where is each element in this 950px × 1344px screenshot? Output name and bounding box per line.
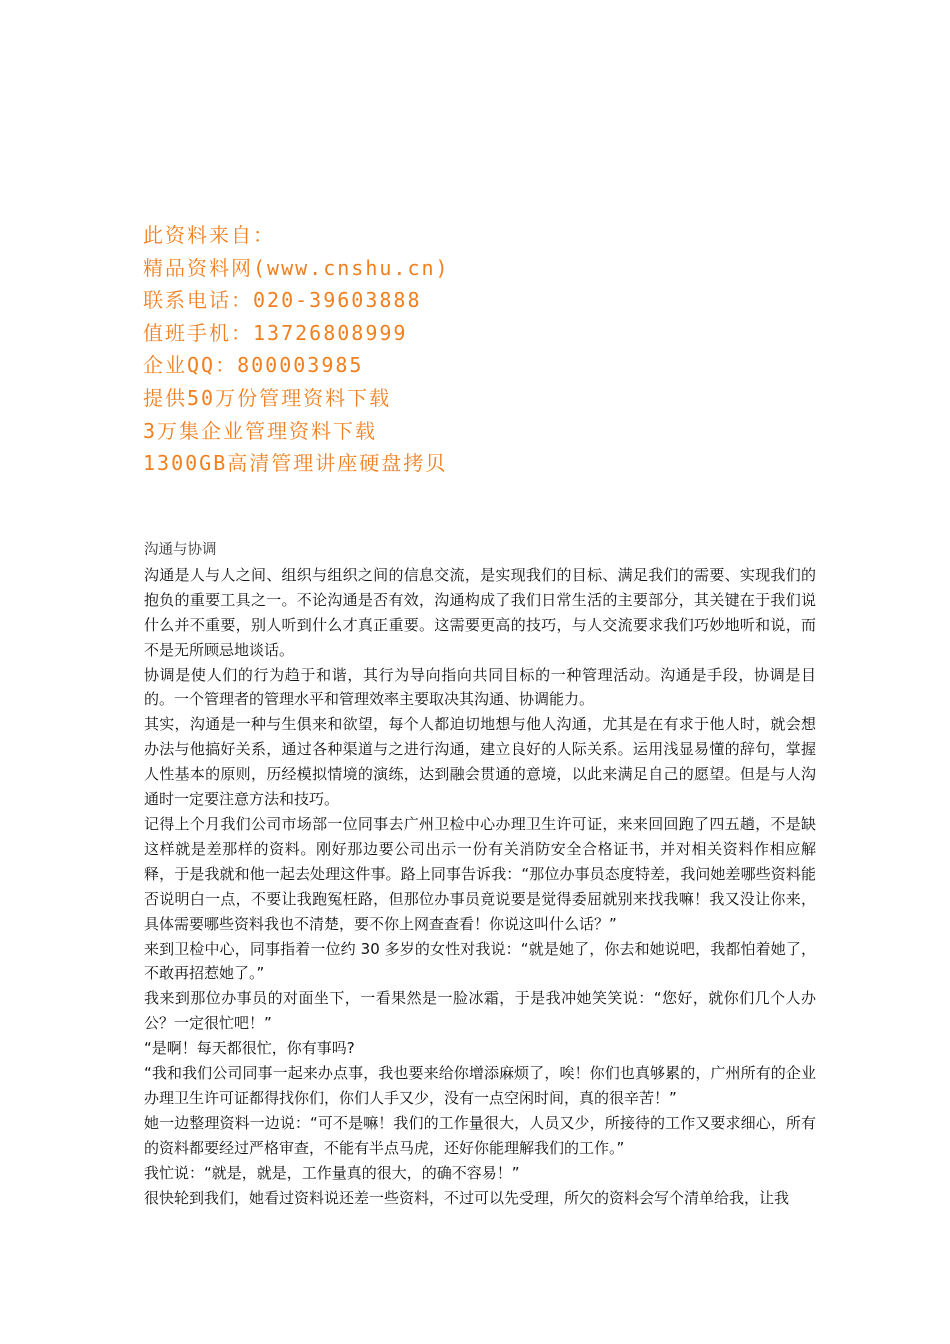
paragraph: “我和我们公司同事一起来办点事，我也要来给你增添麻烦了，唉！你们也真够累的，广州所有的企业办理卫生许可证都得找你们，你们人手又少，没有一点空闲时间，真的很辛苦！”: [144, 1064, 816, 1107]
source-info-block: [143, 219, 843, 480]
website-line: 精品资料网(www.cnshu.cn): [143, 255, 450, 280]
phone-line: 联系电话：020-39603888: [143, 288, 422, 313]
paragraph: 她一边整理资料一边说：“可不是嘛！我们的工作量很大，人员又少，所接待的工作又要求细心，所有的资料都要经过严格审查，不能有半点马虎，还好你能理解我们的工作。”: [144, 1113, 816, 1157]
mobile-line: 值班手机：13726808999: [143, 320, 408, 345]
qq-line: 企业QQ：800003985: [143, 353, 364, 378]
paragraph: 我来到那位办事员的对面坐下，一看果然是一脸冰霜，于是我冲她笑笑说：“您好，就你们几个人办公？一定很忙吧！”: [144, 989, 816, 1033]
promo-line-1: 提供50万份管理资料下载: [143, 385, 392, 410]
promo-line-2: 3万集企业管理资料下载: [143, 418, 378, 443]
article-title: 沟通与协调: [144, 542, 217, 558]
article-body: [144, 538, 816, 1210]
paragraph: 我忙说：“就是，就是，工作量真的很大，的确不容易！”: [144, 1163, 520, 1182]
paragraph: 很快轮到我们，她看过资料说还差一些资料，不过可以先受理，所欠的资料会写个清单给我，让我: [144, 1188, 790, 1207]
source-line: 此资料来自：: [143, 223, 275, 247]
paragraph: 来到卫检中心，同事指着一位约 30 多岁的女性对我说：“就是她了，你去和她说吧，我都怕着她了，不敢再招惹她了。”: [144, 939, 816, 983]
promo-line-3: 1300GB高清管理讲座硬盘拷贝: [143, 451, 448, 476]
paragraph: 沟通是人与人之间、组织与组织之间的信息交流，是实现我们的目标、满足我们的需要、实现我们的抱负的重要工具之一。不论沟通是否有效，沟通构成了我们日常生活的主要部分，其关键在于我们说什么并不重要，别人听到什么才真正重要。这需要更高的技巧，与人交流要求我们巧妙地听和说，而不是无所顾忌地谈话。: [144, 565, 816, 659]
paragraph: “是啊！每天都很忙，你有事吗?: [144, 1039, 355, 1058]
paragraph: 协调是使人们的行为趋于和谐，其行为导向指向共同目标的一种管理活动。沟通是手段，协调是目的。一个管理者的管理水平和管理效率主要取决其沟通、协调能力。: [144, 665, 816, 709]
paragraph: 其实，沟通是一种与生俱来和欲望，每个人都迫切地想与他人沟通，尤其是在有求于他人时，就会想办法与他搞好关系，通过各种渠道与之进行沟通，建立良好的人际关系。运用浅显易懂的辞句，掌握人性基本的原则，历经模拟情境的演练，达到融会贯通的意境，以此来满足自己的愿望。但是与人沟通时一定要注意方法和技巧。: [144, 715, 816, 809]
paragraph: 记得上个月我们公司市场部一位同事去广州卫检中心办理卫生许可证，来来回回跑了四五趟，不是缺这样就是差那样的资料。刚好那边要公司出示一份有关消防安全合格证书，并对相关资料作相应解释，于是我就和他一起去处理这件事。路上同事告诉我：“那位办事员态度特差，我问她差哪些资料能否说明白一点，不要让我跑冤枉路，但那位办事员竟说要是觉得委屈就别来找我嘛！我又没让你来，具体需要哪些资料我也不清楚，要不你上网查查看！你说这叫什么话？”: [144, 814, 816, 933]
